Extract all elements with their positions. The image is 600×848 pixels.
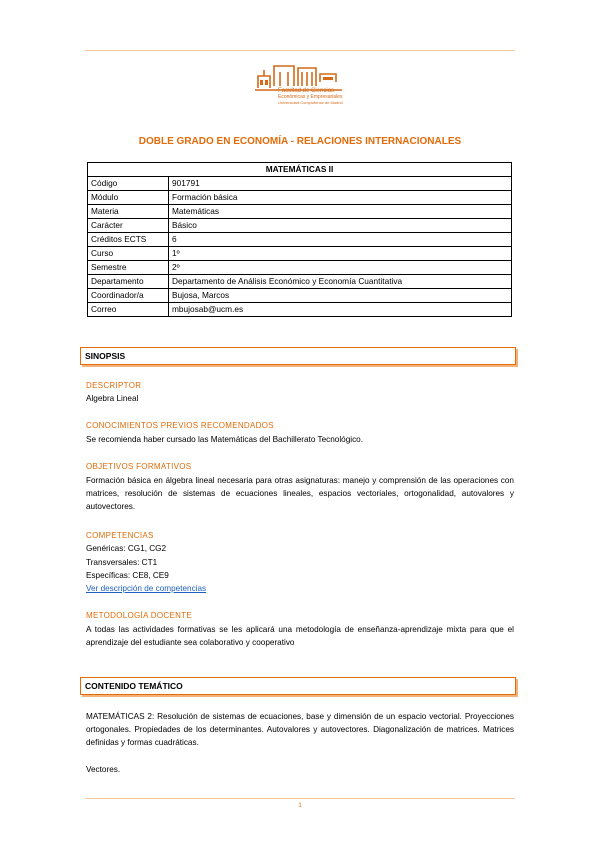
row-value: Bujosa, Marcos — [169, 289, 512, 303]
metodologia-label: METODOLOGÍA DOCENTE — [86, 611, 193, 620]
row-value: 6 — [169, 233, 512, 247]
table-row — [88, 191, 512, 205]
row-label: Carácter — [88, 219, 169, 233]
row-label: Coordinador/a — [88, 289, 169, 303]
header-rule — [85, 50, 515, 51]
row-label: Código — [88, 177, 169, 191]
row-label: Materia — [88, 205, 169, 219]
objetivos-text: Formación básica en álgebra lineal necesaria para otras asignaturas: manejo y comprensión de las operaciones con matrices, resolución de sistemas de ecuaciones lineales, espacios vectoriales, ortogonalidad, autovalores y autovectores. — [86, 476, 514, 511]
table-row — [88, 261, 512, 275]
table-row — [88, 219, 512, 233]
row-label: Créditos ECTS — [88, 233, 169, 247]
competencias-link-wrap — [86, 582, 206, 595]
table-header-row — [88, 163, 512, 177]
competencias-transversales: Transversales: CT1 — [86, 558, 158, 567]
descriptor-label: DESCRIPTOR — [86, 381, 142, 390]
sinopsis-section-header — [80, 347, 516, 365]
sinopsis-heading: SINOPSIS — [85, 351, 126, 361]
course-title: MATEMÁTICAS II — [88, 163, 512, 177]
metodologia-text: A todas las actividades formativas se les aplicará una metodología de enseñanza-aprendizaje mixta para que el aprendizaje del estudiante sea colaborativo y cooperativo — [86, 625, 514, 647]
competencias-especificas: Específicas: CE8, CE9 — [86, 571, 169, 580]
table-row — [88, 289, 512, 303]
contenido-section-header — [80, 677, 516, 695]
footer-rule — [85, 798, 515, 799]
row-value: 901791 — [169, 177, 512, 191]
table-row — [88, 177, 512, 191]
row-value: Departamento de Análisis Económico y Economía Cuantitativa — [169, 275, 512, 289]
ver-competencias-link[interactable]: Ver descripción de competencias — [86, 584, 207, 593]
row-label: Módulo — [88, 191, 169, 205]
row-label: Departamento — [88, 275, 169, 289]
objetivos-label: OBJETIVOS FORMATIVOS — [86, 462, 192, 471]
conocimientos-label: CONOCIMIENTOS PREVIOS RECOMENDADOS — [86, 421, 274, 430]
table-row — [88, 303, 512, 317]
conocimientos-text: Se recomienda haber cursado las Matemáticas del Bachillerato Tecnológico. — [86, 435, 364, 444]
row-value: 2º — [169, 261, 512, 275]
degree-title: DOBLE GRADO EN ECONOMÍA - RELACIONES INTERNACIONALES — [138, 136, 462, 147]
row-label: Semestre — [88, 261, 169, 275]
row-label: Correo — [88, 303, 169, 317]
row-value: Formación básica — [169, 191, 512, 205]
course-info-table — [87, 162, 512, 317]
table-row — [88, 247, 512, 261]
table-row — [88, 275, 512, 289]
row-value: mbujosab@ucm.es — [169, 303, 512, 317]
vectores-text: Vectores. — [86, 765, 121, 774]
descriptor-text: Algebra Lineal — [86, 394, 139, 403]
competencias-genericas: Genéricas: CG1, CG2 — [86, 544, 167, 553]
table-row — [88, 233, 512, 247]
contenido-text: MATEMÁTICAS 2: Resolución de sistemas de ecuaciones, base y dimensión de un espacio vectorial. Proyecciones ortogonales. Propiedades de los determinantes. Autovalores y autovectores. Diagonalización de matrices. Matrices definidas y formas cuadráticas. — [86, 712, 514, 747]
competencias-label: COMPETENCIAS — [86, 531, 154, 540]
logo-text: Facultad de Ciencias Económicas y Empresariales Universidad Complutense de Madrid — [278, 88, 343, 105]
page-number: 1 — [298, 803, 302, 809]
table-row — [88, 205, 512, 219]
row-label: Curso — [88, 247, 169, 261]
row-value: Básico — [169, 219, 512, 233]
row-value: Matemáticas — [169, 205, 512, 219]
row-value: 1º — [169, 247, 512, 261]
contenido-heading: CONTENIDO TEMÁTICO — [85, 681, 183, 691]
